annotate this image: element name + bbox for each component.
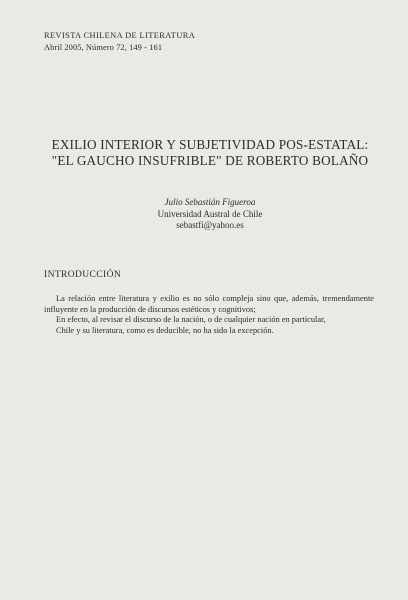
article-title bbox=[40, 137, 380, 169]
author-affiliation: Universidad Austral de Chile bbox=[157, 208, 263, 219]
running-header bbox=[44, 30, 195, 54]
paragraph: La relación entre literatura y exilio es no sólo compleja sino que, además, tremendamente influyente en la producción de discursos estéticos y cognitivos; bbox=[44, 294, 374, 314]
paragraph: En efecto, al revisar el discurso de la nación, o de cualquier nación en particular, bbox=[56, 315, 326, 325]
body-text bbox=[44, 294, 374, 336]
author-block bbox=[40, 197, 380, 232]
title-line-1: EXILIO INTERIOR Y SUBJETIVIDAD POS-ESTATAL: bbox=[51, 137, 369, 152]
paragraph: Chile y su literatura, como es deducible, no ha sido la excepción. bbox=[56, 325, 274, 335]
issue-info: Abril 2005, Número 72, 149 - 161 bbox=[44, 43, 163, 52]
section-heading: INTRODUCCIÓN bbox=[44, 270, 122, 280]
author-name: Julio Sebastián Figueroa bbox=[164, 197, 256, 207]
title-line-2: "EL GAUCHO INSUFRIBLE" DE ROBERTO BOLAÑO bbox=[51, 153, 369, 168]
author-email: sebastfi@yahoo.es bbox=[176, 220, 244, 230]
journal-name: REVISTA CHILENA DE LITERATURA bbox=[44, 31, 196, 40]
